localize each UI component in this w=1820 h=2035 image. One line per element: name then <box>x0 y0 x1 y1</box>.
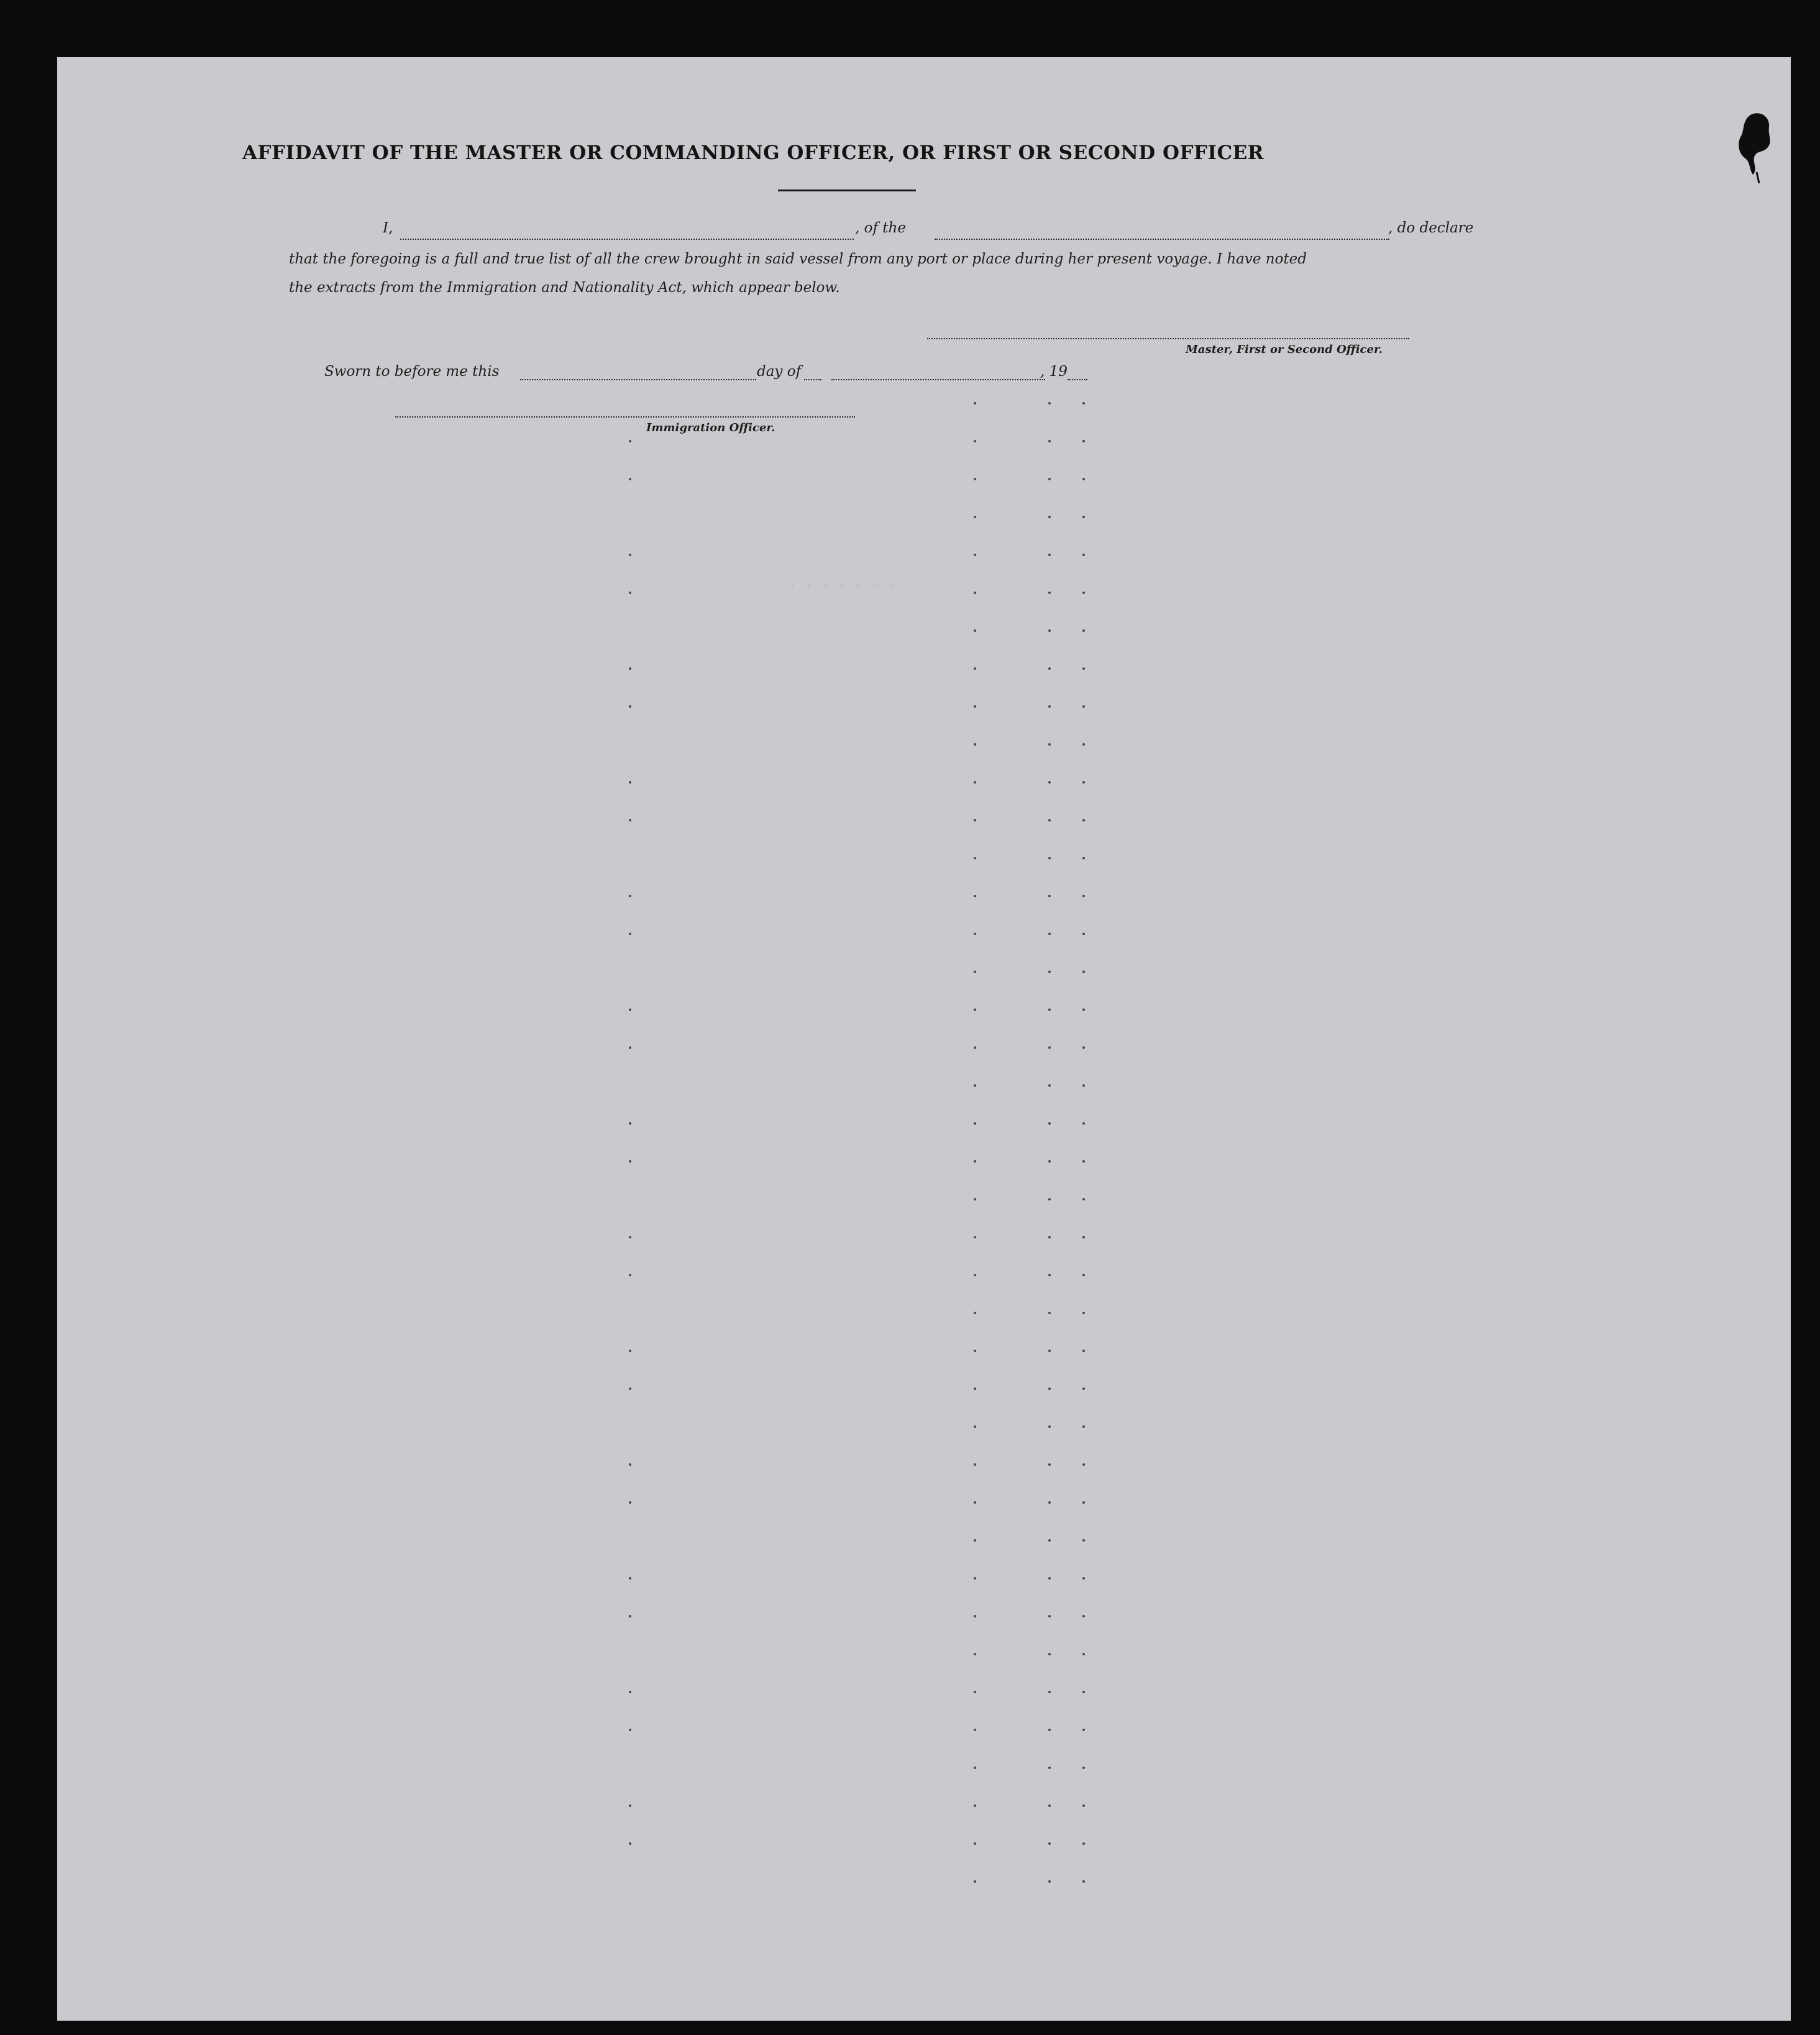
bleed-dot <box>974 1425 976 1428</box>
bleed-dot <box>974 1653 976 1655</box>
bleed-dot <box>974 1236 976 1238</box>
bleed-dot <box>1048 819 1051 821</box>
bleed-dot <box>974 1767 976 1769</box>
bleed-dot <box>974 440 976 442</box>
bleed-dot <box>1082 1198 1085 1200</box>
bleed-dot <box>629 478 631 480</box>
bleed-dot <box>629 781 631 784</box>
bleed-dot <box>1082 895 1085 897</box>
bleed-dot <box>974 629 976 632</box>
bleed-dot <box>1082 1729 1085 1731</box>
bleed-dot <box>1082 971 1085 973</box>
bleed-dot <box>1082 667 1085 670</box>
declarant-name-field[interactable] <box>400 239 854 240</box>
bleed-dot <box>629 1160 631 1163</box>
sworn-day-of: day of <box>757 364 802 380</box>
bleed-dot <box>1082 629 1085 632</box>
bleed-dot <box>1082 1539 1085 1542</box>
bleed-dot <box>974 1729 976 1731</box>
bleed-dot <box>1048 1046 1051 1049</box>
bleed-dot <box>1048 1539 1051 1542</box>
bleed-dot <box>1048 1767 1051 1769</box>
sworn-day-field[interactable] <box>520 379 756 380</box>
master-signature-line[interactable] <box>927 338 1409 339</box>
bleed-dot <box>1048 743 1051 746</box>
bleed-dot <box>974 1691 976 1693</box>
bleed-dot <box>629 1804 631 1807</box>
bleed-dot <box>629 1615 631 1617</box>
bleed-dot <box>1048 781 1051 784</box>
bleed-dot <box>1048 516 1051 518</box>
bleed-dot <box>974 1160 976 1163</box>
bleed-dot <box>974 592 976 594</box>
bleed-dot <box>974 857 976 859</box>
ink-stain <box>1732 110 1781 185</box>
bleed-dot <box>1048 478 1051 480</box>
bleed-dot <box>1082 592 1085 594</box>
bleed-dot <box>1082 1804 1085 1807</box>
bleed-dot <box>1048 1160 1051 1163</box>
bleed-dot <box>1048 1653 1051 1655</box>
bleed-dot <box>629 1842 631 1845</box>
bleed-dot <box>974 1198 976 1200</box>
bleed-dot <box>974 478 976 480</box>
declaration-body <box>289 245 1470 302</box>
sworn-month-field[interactable] <box>831 379 1045 380</box>
bleed-dot <box>1048 667 1051 670</box>
bleed-dot <box>629 895 631 897</box>
bleed-dot <box>1082 1463 1085 1466</box>
bleed-dot <box>974 1122 976 1125</box>
bleed-dot <box>1082 743 1085 746</box>
bleed-dot <box>974 933 976 935</box>
bleed-dot <box>629 1236 631 1238</box>
bleed-dot <box>1082 819 1085 821</box>
bleed-dot <box>974 402 976 405</box>
bleed-dot <box>1048 1729 1051 1731</box>
bleed-dot <box>1082 1236 1085 1238</box>
declaration-do-declare: , do declare <box>1388 220 1474 236</box>
bleed-dot <box>974 1084 976 1087</box>
sworn-day-of-gap <box>804 379 821 380</box>
bleed-dot <box>629 1691 631 1693</box>
bleed-dot <box>1048 1084 1051 1087</box>
bleed-dot <box>1048 1236 1051 1238</box>
bleed-dot <box>1048 971 1051 973</box>
bleed-dot <box>629 1122 631 1125</box>
bleed-dot <box>1082 1842 1085 1845</box>
bleed-dot <box>1048 402 1051 405</box>
bleed-dot <box>1082 1691 1085 1693</box>
bleed-dot <box>1082 1615 1085 1617</box>
bleed-dot <box>974 895 976 897</box>
master-signature-caption: Master, First or Second Officer. <box>1186 343 1383 356</box>
document-page <box>57 57 1791 2021</box>
bleed-dot <box>1048 1008 1051 1011</box>
bleed-dot <box>1082 1577 1085 1580</box>
bleed-dot <box>1082 1274 1085 1276</box>
bleed-dot <box>1082 1880 1085 1883</box>
bleed-dot <box>1048 933 1051 935</box>
immigration-officer-signature-line[interactable] <box>395 416 855 418</box>
bleed-dot <box>629 1008 631 1011</box>
bleed-dot <box>1048 1198 1051 1200</box>
bleed-dot <box>1048 1388 1051 1390</box>
bleed-dot <box>1082 1501 1085 1504</box>
bleed-dot <box>1082 781 1085 784</box>
bleed-dot <box>629 1274 631 1276</box>
bleed-dot <box>629 1577 631 1580</box>
bleed-dot <box>1048 1842 1051 1845</box>
bleed-dot <box>1048 1274 1051 1276</box>
bleed-dot <box>974 819 976 821</box>
bleed-dot <box>974 1501 976 1504</box>
bleed-dot <box>1048 1463 1051 1466</box>
bleed-dot <box>1082 933 1085 935</box>
bleed-dot <box>974 971 976 973</box>
bleed-dot <box>1082 1425 1085 1428</box>
bleed-dot <box>1048 440 1051 442</box>
bleed-dot <box>1048 1615 1051 1617</box>
bleed-dot <box>974 705 976 708</box>
bleed-dot <box>1048 857 1051 859</box>
bleed-dot <box>1048 895 1051 897</box>
sworn-year-prefix: , 19 <box>1040 364 1068 380</box>
bleed-dot <box>629 1046 631 1049</box>
bleed-dot <box>629 933 631 935</box>
bleed-dot <box>974 1350 976 1352</box>
bleed-dot <box>974 1804 976 1807</box>
bleed-dot <box>1048 1425 1051 1428</box>
bleed-dot <box>974 1880 976 1883</box>
bleed-dot <box>629 440 631 442</box>
bleed-dot <box>974 1274 976 1276</box>
bleed-dot <box>974 1842 976 1845</box>
bleed-dot <box>1048 1691 1051 1693</box>
bleed-dot <box>1048 1122 1051 1125</box>
bleed-dot <box>1082 1653 1085 1655</box>
bleed-dot <box>629 554 631 556</box>
bleed-dot <box>1082 1312 1085 1314</box>
declaration-line-3: the extracts from the Immigration and Nationality Act, which appear below. <box>289 280 840 296</box>
bleed-dot <box>629 819 631 821</box>
sworn-prefix: Sworn to before me this <box>324 364 500 380</box>
bleed-dot <box>1082 1350 1085 1352</box>
bleed-dot <box>1048 629 1051 632</box>
declaration-line-2: that the foregoing is a full and true list of all the crew brought in said vessel from any port or place during her present voyage. I have noted <box>289 251 1307 267</box>
bleed-dot <box>1048 1880 1051 1883</box>
bleed-dot <box>974 516 976 518</box>
bleed-dot <box>1048 1577 1051 1580</box>
title-underline <box>778 190 916 191</box>
declaration-first-line <box>332 220 1473 245</box>
bleed-dot <box>629 1463 631 1466</box>
bleed-dot <box>1082 1084 1085 1087</box>
bleed-dot <box>1082 1160 1085 1163</box>
bleed-dot <box>1082 705 1085 708</box>
bleed-dot <box>974 1539 976 1542</box>
bleed-dot <box>1082 1767 1085 1769</box>
bleed-dot <box>629 667 631 670</box>
bleed-dot <box>1082 1008 1085 1011</box>
declaration-of-the: , of the <box>855 220 906 236</box>
bleed-dot <box>1048 1312 1051 1314</box>
bleed-dot <box>629 1501 631 1504</box>
bleed-dot <box>1048 1804 1051 1807</box>
affidavit-title: AFFIDAVIT OF THE MASTER OR COMMANDING OFFICER, OR FIRST OR SECOND OFFICER <box>242 142 1264 164</box>
bleed-dot <box>629 592 631 594</box>
bleed-dot <box>1082 440 1085 442</box>
bleed-dot <box>974 1577 976 1580</box>
bleed-through-text: · · · · · · · · <box>772 579 895 595</box>
bleed-dot <box>1082 1122 1085 1125</box>
bleed-dot <box>1048 554 1051 556</box>
bleed-dot <box>1048 592 1051 594</box>
bleed-dot <box>1048 705 1051 708</box>
sworn-year-field[interactable] <box>1068 379 1087 380</box>
bleed-dot <box>974 667 976 670</box>
declaration-prefix: I, <box>383 220 393 236</box>
vessel-name-field[interactable] <box>935 239 1389 240</box>
bleed-dot <box>974 743 976 746</box>
bleed-dot <box>629 1350 631 1352</box>
bleed-dot <box>974 554 976 556</box>
bleed-dot <box>974 1388 976 1390</box>
bleed-dot <box>629 1729 631 1731</box>
bleed-dot <box>1048 1501 1051 1504</box>
bleed-dot <box>629 705 631 708</box>
bleed-dot <box>974 1008 976 1011</box>
bleed-dot <box>974 1463 976 1466</box>
bleed-dot <box>974 1615 976 1617</box>
immigration-officer-caption: Immigration Officer. <box>646 421 775 434</box>
bleed-dot <box>1082 478 1085 480</box>
bleed-dot <box>1082 1388 1085 1390</box>
bleed-dot <box>629 1388 631 1390</box>
bleed-dot <box>974 1046 976 1049</box>
bleed-dot <box>1082 1046 1085 1049</box>
bleed-dot <box>1082 402 1085 405</box>
bleed-dot <box>974 781 976 784</box>
bleed-dot <box>1082 554 1085 556</box>
bleed-dot <box>1082 857 1085 859</box>
bleed-dot <box>1048 1350 1051 1352</box>
bleed-dot <box>1082 516 1085 518</box>
bleed-dot <box>974 1312 976 1314</box>
